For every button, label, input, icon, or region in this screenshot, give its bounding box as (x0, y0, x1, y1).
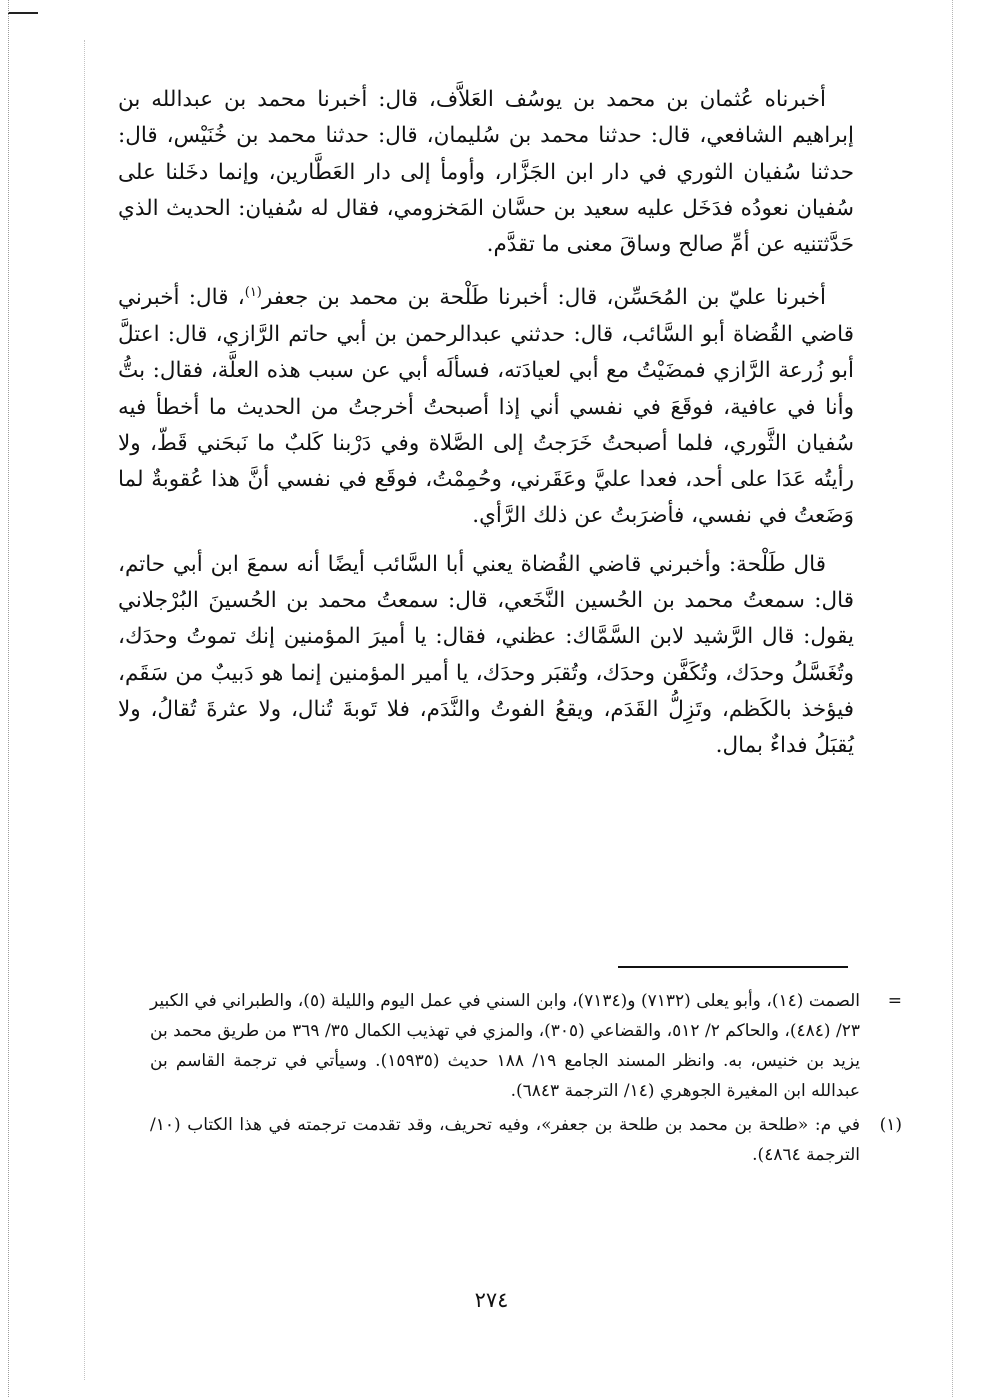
paragraph-1: أخبرناه عُثمان بن محمد بن يوسُف العَلاَّف، قال: أخبرنا محمد بن عبدالله بن إبراهيم الشافعي، قال: حدثنا محمد بن سُليمان، قال: حدثنا محمد بن خُنَيْس، قال: حدثنا سُفيان الثوري في دار ابن الجَزَّار، وأومأ إلى دار العَطَّارين، وإنما دخَلنا على سُفيان نعودُه فدَخَل عليه سعيد بن حسَّان المَخزومي، فقال له سُفيان: الحديث الذي حَدَّثتنيه عن أمِّ صالح وساقَ معنى ما تقدَّم. (118, 87, 854, 258)
footnote-reference[interactable]: (١) (244, 285, 262, 301)
scan-edge-left (8, 0, 9, 1397)
footnote-text: الصمت (١٤)، وأبو يعلى (٧١٣٢) و(٧١٣٤)، وابن السني في عمل اليوم والليلة (٥)، والطبراني في الكبير ٢٣/ (٤٨٤)، والحاكم ٢/ ٥١٢، والقضاعي (٣٠٥)، والمزي في تهذيب الكمال ٣٥/ ٣٦٩ من طريق محمد بن يزيد بن خنيس، به. وانظر المسند الجامع ١٩/ ١٨٨ حديث (١٥٩٣٥). وسيأتي في ترجمة القاسم بن عبدالله ابن المغيرة الجوهري (١٤/ الترجمة ٦٨٤٣). (150, 991, 861, 1101)
paragraph-2-text: أخبرنا عليّ بن المُحَسِّن، قال: أخبرنا طَلْحة بن محمد بن جعفر (261, 285, 827, 311)
footnote-text: في م: «طلحة بن محمد بن طلحة بن جعفر»، وفيه تحريف، وقد تقدمت ترجمته في هذا الكتاب (١٠/ الترجمة ٤٨٦٤). (150, 1115, 860, 1165)
footnote-1 (150, 1110, 902, 1170)
footnote-separator (618, 966, 848, 968)
footnote-number: (١) (879, 1115, 902, 1135)
paragraph-2 (118, 275, 854, 534)
scan-edge-right (952, 0, 953, 1397)
footnote-continuation-mark: = (887, 991, 902, 1011)
main-text (118, 82, 854, 765)
paragraph-3: قال طَلْحة: وأخبرني قاضي القُضاة يعني أبا السَّائب أيضًا أنه سمعَ ابن أبي حاتم، قال: سمعتُ محمد بن الحُسين النَّخَعي، قال: سمعتُ محمد بن الحُسينَ البُرْجلاني يقول: قال الرَّشيد لابن السَّمَّاك: عظني، فقال: يا أميرَ المؤمنين إنك تموتُ وحدَك، وتُغَسَّلُ وحدَك، وتُكَفَّن وحدَك، وتُقبَر وحدَك، يا أمير المؤمنين إنما هو دَبيبٌ من سَقَم، فيؤخذ بالكَظم، وتَزِلُّ القَدَم، ويقعُ الفوتُ والنَّدَم، فلا تَوبةَ تُنال، ولا عثرةَ تُقالُ، ولا يُقبَلُ فداءٌ بمال. (118, 551, 854, 759)
paragraph-2-continued: قال: أخبرني قاضي القُضاة أبو السَّائب، قال: حدثني عبدالرحمن بن أبي حاتم الرَّازي، قال: اعتلَّ أبو زُرعة الرَّازي فمضَيْتُ مع أبي لعيادَته، فسألَه أبي عن سبب هذه العلَّة، فقال: بتُّ وأنا في عافية، فوقَعَ في نفسي أني إذا أصبحتُ أخرجتُ من الحديث ما أخطأ فيه سُفيان الثَّوري، فلما أصبحتُ خَرَجتُ إلى الصَّلاة وفي دَرْبنا كَلبٌ ما نَبحَني قَطّ، ولا رأيتُه عَدَا على أحد، فعدا عليَّ وعَقَرني، وحُمِمْتُ، فوقَع في نفسي أنَّ هذا عُقوبةٌ لما وَضَعتُ في نفسي، فأضرَبتُ عن ذلك الرَّأي. (118, 285, 854, 529)
page-number: ٢٧٤ (474, 1288, 509, 1312)
paragraph-2-tail: ، (237, 285, 245, 311)
scan-edge-inner (84, 40, 85, 1380)
scan-mark (8, 12, 38, 14)
footnotes (150, 986, 902, 1174)
footnote-continued (150, 986, 902, 1106)
